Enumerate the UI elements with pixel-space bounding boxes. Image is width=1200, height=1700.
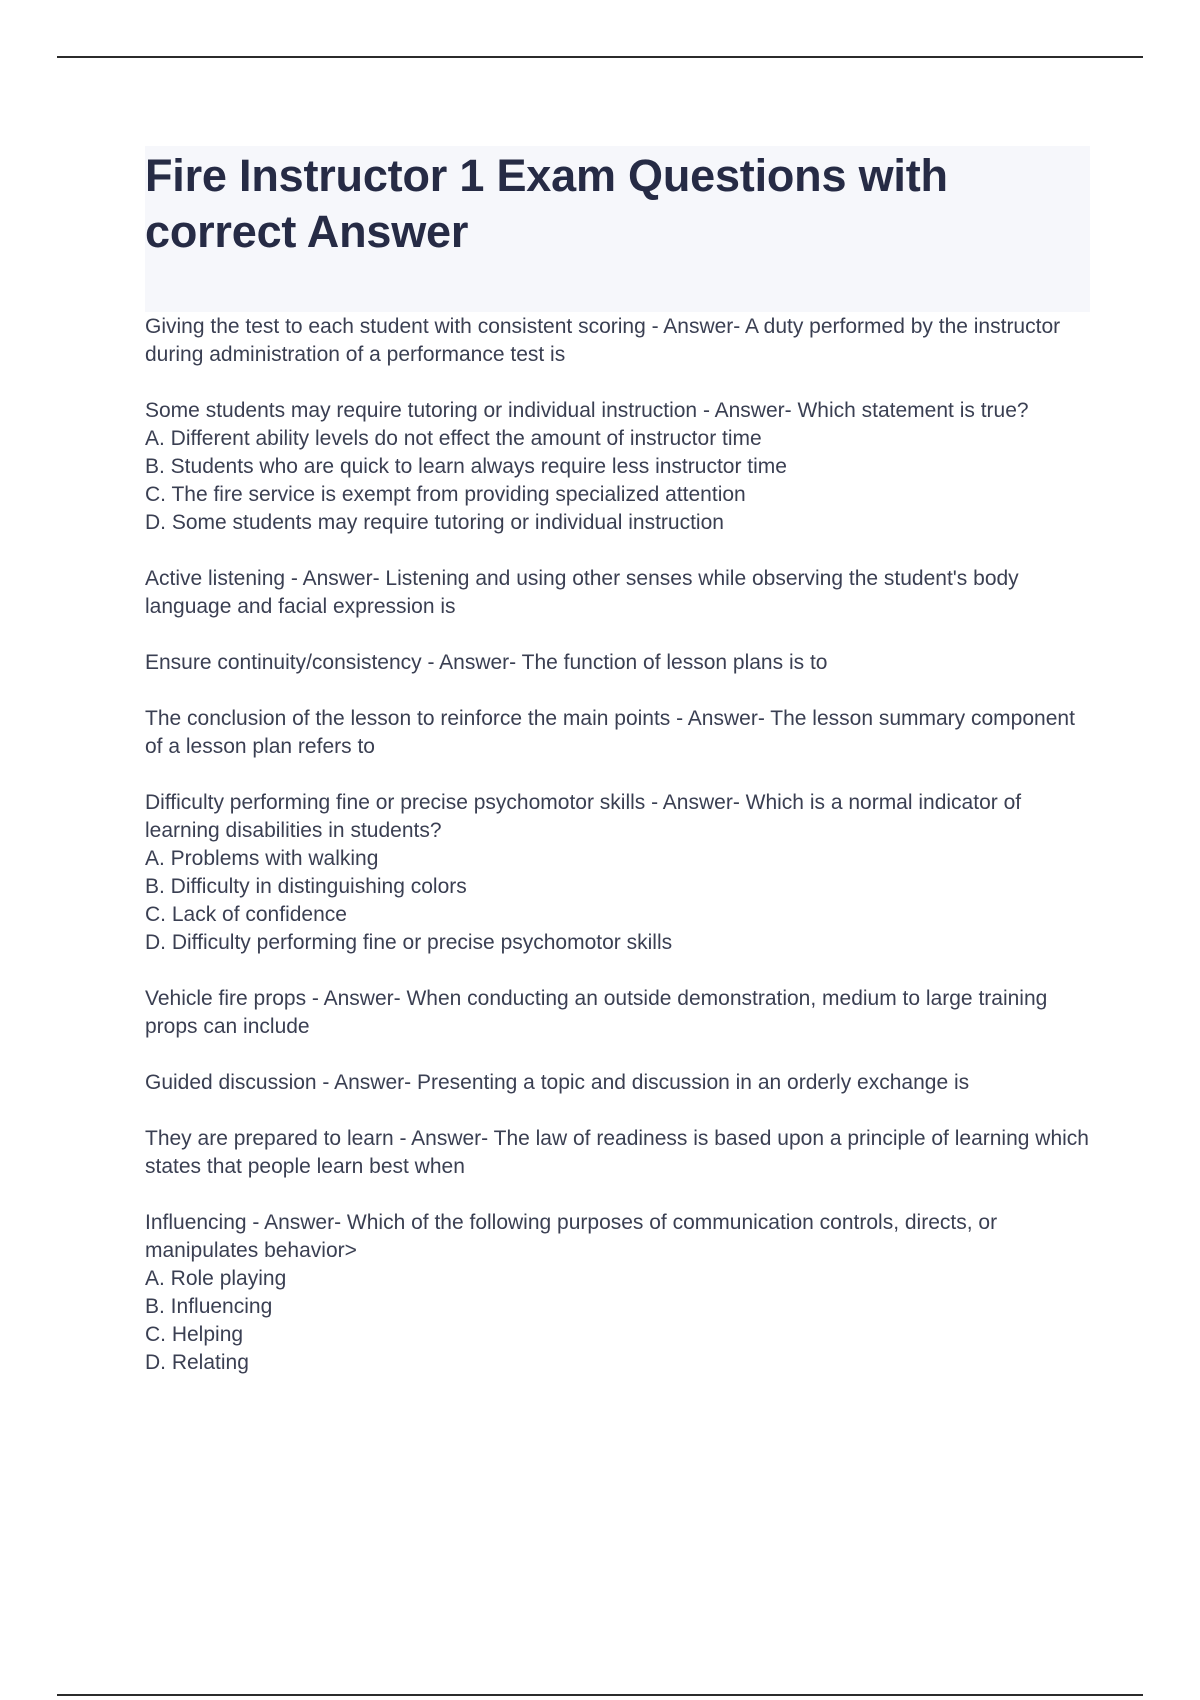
qa-option: B. Influencing (145, 1295, 273, 1318)
qa-entry-6 (145, 789, 1090, 957)
qa-option: A. Problems with walking (145, 847, 379, 870)
top-rule (57, 56, 1143, 58)
bottom-rule (57, 1694, 1143, 1696)
qa-entry-1 (145, 313, 1090, 369)
document-title: Fire Instructor 1 Exam Questions with correct Answer (145, 150, 948, 257)
qa-entry-8 (145, 1069, 1090, 1097)
qa-entry-3 (145, 565, 1090, 621)
qa-option: B. Difficulty in distinguishing colors (145, 875, 467, 898)
qa-text: Ensure continuity/consistency - Answer- The function of lesson plans is to (145, 651, 828, 674)
qa-entry-10 (145, 1209, 1090, 1377)
qa-entry-2 (145, 397, 1090, 537)
qa-entry-7 (145, 985, 1090, 1041)
qa-option: D. Relating (145, 1351, 249, 1374)
qa-option: C. The fire service is exempt from providing specialized attention (145, 483, 746, 506)
title-block (145, 146, 1090, 312)
document-body (145, 313, 1090, 1405)
qa-text: Influencing - Answer- Which of the following purposes of communication controls, directs, or manipulates behavior> (145, 1211, 998, 1262)
qa-text: Guided discussion - Answer- Presenting a topic and discussion in an orderly exchange is (145, 1071, 970, 1094)
qa-text: Difficulty performing fine or precise psychomotor skills - Answer- Which is a normal indicator of learning disabilities in students? (145, 791, 1022, 842)
qa-option: C. Lack of confidence (145, 903, 347, 926)
qa-text: Giving the test to each student with consistent scoring - Answer- A duty performed by the instructor during administration of a performance test is (145, 315, 1061, 366)
qa-option: D. Some students may require tutoring or individual instruction (145, 511, 724, 534)
qa-option: B. Students who are quick to learn always require less instructor time (145, 455, 787, 478)
qa-entry-5 (145, 705, 1090, 761)
qa-text: Vehicle fire props - Answer- When conducting an outside demonstration, medium to large training props can include (145, 987, 1048, 1038)
qa-text: They are prepared to learn - Answer- The law of readiness is based upon a principle of learning which states that people learn best when (145, 1127, 1089, 1178)
qa-text: The conclusion of the lesson to reinforce the main points - Answer- The lesson summary component of a lesson plan refers to (145, 707, 1075, 758)
qa-option: A. Role playing (145, 1267, 287, 1290)
qa-entry-4 (145, 649, 1090, 677)
qa-text: Active listening - Answer- Listening and using other senses while observing the student's body language and facial expression is (145, 567, 1019, 618)
qa-option: D. Difficulty performing fine or precise psychomotor skills (145, 931, 673, 954)
qa-option: A. Different ability levels do not effect the amount of instructor time (145, 427, 762, 450)
qa-entry-9 (145, 1125, 1090, 1181)
qa-text: Some students may require tutoring or individual instruction - Answer- Which statement is true? (145, 399, 1029, 422)
qa-option: C. Helping (145, 1323, 244, 1346)
